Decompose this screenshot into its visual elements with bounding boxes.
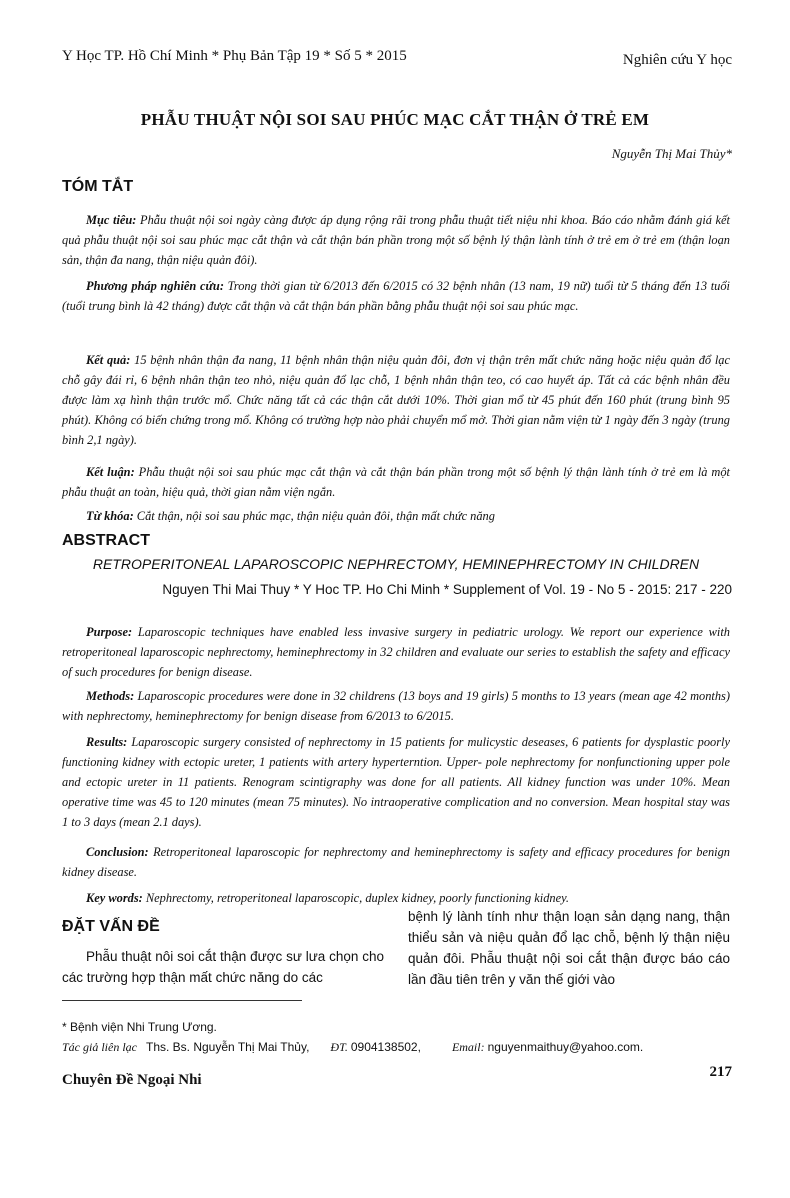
ketqua-text: 15 bệnh nhân thận đa nang, 11 bệnh nhân thận niệu quản đôi, đơn vị thận trên mất chức năng hoặc niệu quản đổ lạc chỗ gây đái rỉ, 6 bệnh nhân thận teo nhỏ, niệu quản đổ lạc chỗ, 1 bệnh nhân thận teo, có cao huyết áp. Tất cả các bệnh nhân đều được làm xạ hình thận trước mổ. Chức năng tất cả các thận cắt dưới 10%. Thời gian mổ từ 45 phút đến 160 phút (trung bình 95 phút). Không có biến chứng trong mổ. Không có trường hợp nào phải chuyển mổ mở. Thời gian nằm viện từ 1 ngày đến 3 ngày (trung bình 2,1 ngày).: [62, 353, 731, 447]
author-line: Nguyễn Thị Mai Thủy*: [611, 146, 732, 161]
ketluan-text: Phẫu thuật nội soi sau phúc mạc cắt thận và cắt thận bán phần trong một số bệnh lý thận lành tính ở trẻ em là một phẫu thuật an toàn, hiệu quả, thời gian nằm viện ngắn.: [62, 465, 730, 499]
contact-label: Tác giả liên lạc: [62, 1040, 137, 1054]
tukhoa-label: Từ khóa:: [86, 509, 134, 523]
tomtat-tukhoa: [62, 506, 730, 526]
muctieu-label: Mục tiêu:: [86, 213, 137, 227]
abstract-title: RETROPERITONEAL LAPAROSCOPIC NEPHRECTOMY, HEMINEPHRECTOMY IN CHILDREN: [92, 556, 700, 572]
contact-name: Ths. Bs. Nguyễn Thị Mai Thủy,: [146, 1040, 310, 1054]
tomtat-muctieu: [62, 210, 730, 270]
results-text: Laparoscopic surgery consisted of nephrectomy in 15 patients for mulicystic deseases, 6 patients for dysplastic poorly functioning kidney with ectopic ureter, 1 patients with artery hyperterntion. Upper- pole nephrectomy for nonfunctioning upper pole and ectopic ureter in 11 patients. Renogram scintigraphy was done for all patients. All kidney function was under 10%. Mean operative time was 45 to 120 minutes (mean 75 minutes). No intraoperative complication and no conversion. Mean hospital stay was 1 to 3 days (mean 2.1 days).: [62, 735, 730, 829]
abstract-citation: Nguyen Thi Mai Thuy * Y Hoc TP. Ho Chi Minh * Supplement of Vol. 19 - No 5 - 2015: 217 - 220: [162, 582, 732, 597]
phuongphap-text: Trong thời gian từ 6/2013 đến 6/2015 có 32 bệnh nhân (13 nam, 19 nữ) tuổi từ 5 tháng đến 13 tuổi (tuổi trung bình là 42 tháng) được cắt thận và cắt thận bán phần bằng phẫu thuật nội soi sau phúc mạc.: [62, 279, 731, 313]
footnote-rule: [62, 1000, 302, 1001]
tomtat-phuongphap: [62, 276, 730, 316]
methods-label: Methods:: [86, 689, 135, 703]
purpose-label: Purpose:: [86, 625, 133, 639]
abstract-conclusion: [62, 842, 730, 882]
abstract-heading: ABSTRACT: [62, 532, 150, 549]
tomtat-heading: TÓM TẮT: [62, 178, 134, 195]
tukhoa-text: Cắt thận, nội soi sau phúc mạc, thận niệu quản đôi, thận mất chức năng: [133, 509, 495, 523]
intro-left-column: Phẫu thuật nôi soi cắt thận được sư lưa chọn cho các trường hợp thận mất chức năng do các: [62, 949, 384, 985]
abstract-methods: [62, 686, 730, 726]
phuongphap-label: Phương pháp nghiên cứu:: [86, 279, 224, 293]
abstract-purpose: [62, 622, 730, 682]
email-address: nguyenmaithuy@yahoo.com.: [487, 1040, 644, 1054]
results-label: Results:: [86, 735, 128, 749]
footnote-affiliation: * Bệnh viện Nhi Trung Ương.: [62, 1020, 217, 1034]
abstract-keywords: [62, 888, 730, 908]
phone-label: ĐT.: [330, 1040, 348, 1054]
muctieu-text: Phẫu thuật nội soi ngày càng được áp dụng rộng rãi trong phẫu thuật tiết niệu nhi khoa. Báo cáo nhằm đánh giá kết quả phẫu thuật nội soi sau phúc mạc cắt thận và cắt thận bán phần trong một số bệnh lý thận lành tính ở trẻ em ở trẻ em (thận loạn sản, thận đa nang, thận niệu quản đôi).: [62, 213, 730, 267]
tomtat-ketluan: [62, 462, 730, 502]
intro-heading: ĐẶT VẤN ĐỀ: [62, 918, 160, 935]
running-header-left: Y Học TP. Hồ Chí Minh * Phụ Bản Tập 19 * Số 5 * 2015: [62, 48, 407, 64]
methods-text: Laparoscopic procedures were done in 32 childrens (13 boys and 19 girls) 5 months to 13 years (mean age 42 months) with nephrectomy, heminephrectomy for benign disease from 6/2013 to 6/2015.: [62, 689, 730, 723]
footer-journal-section: Chuyên Đề Ngoại Nhi: [62, 1072, 202, 1088]
conclusion-label: Conclusion:: [86, 845, 149, 859]
ketluan-label: Kết luận:: [86, 465, 135, 479]
article-title: PHẪU THUẬT NỘI SOI SAU PHÚC MẠC CẮT THẬN Ở TRẺ EM: [140, 110, 650, 129]
running-header-right: Nghiên cứu Y học: [622, 52, 732, 68]
conclusion-text: Retroperitoneal laparoscopic for nephrectomy and heminephrectomy is safety and efficacy procedures for benign kidney disease.: [62, 845, 730, 879]
tomtat-ketqua: [62, 350, 730, 450]
abstract-results: [62, 732, 730, 832]
ketqua-label: Kết quả:: [86, 353, 131, 367]
email-label: Email:: [451, 1040, 485, 1054]
keywords-text: Nephrectomy, retroperitoneal laparoscopic, duplex kidney, poorly functioning kidney.: [142, 891, 570, 905]
page-number: 217: [709, 1064, 732, 1080]
intro-right-column: bệnh lý lành tính như thận loạn sản dạng nang, thận thiểu sản và niệu quản đổ lạc chỗ, bệnh lý thận niệu quản đôi. Phẫu thuật nội soi cắt thận được báo cáo lần đầu tiên trên y văn thế giới vào: [408, 909, 730, 987]
keywords-label: Key words:: [86, 891, 143, 905]
purpose-text: Laparoscopic techniques have enabled less invasive surgery in pediatric urology. We report our experience with retroperitoneal laparoscopic nephrectomy, heminephrectomy in 32 children and evaluate our series to establish the safety and efficacy of such procedures for benign disease.: [62, 625, 730, 679]
phone-number: 0904138502,: [350, 1040, 421, 1054]
footnote-contact: [62, 1040, 643, 1055]
